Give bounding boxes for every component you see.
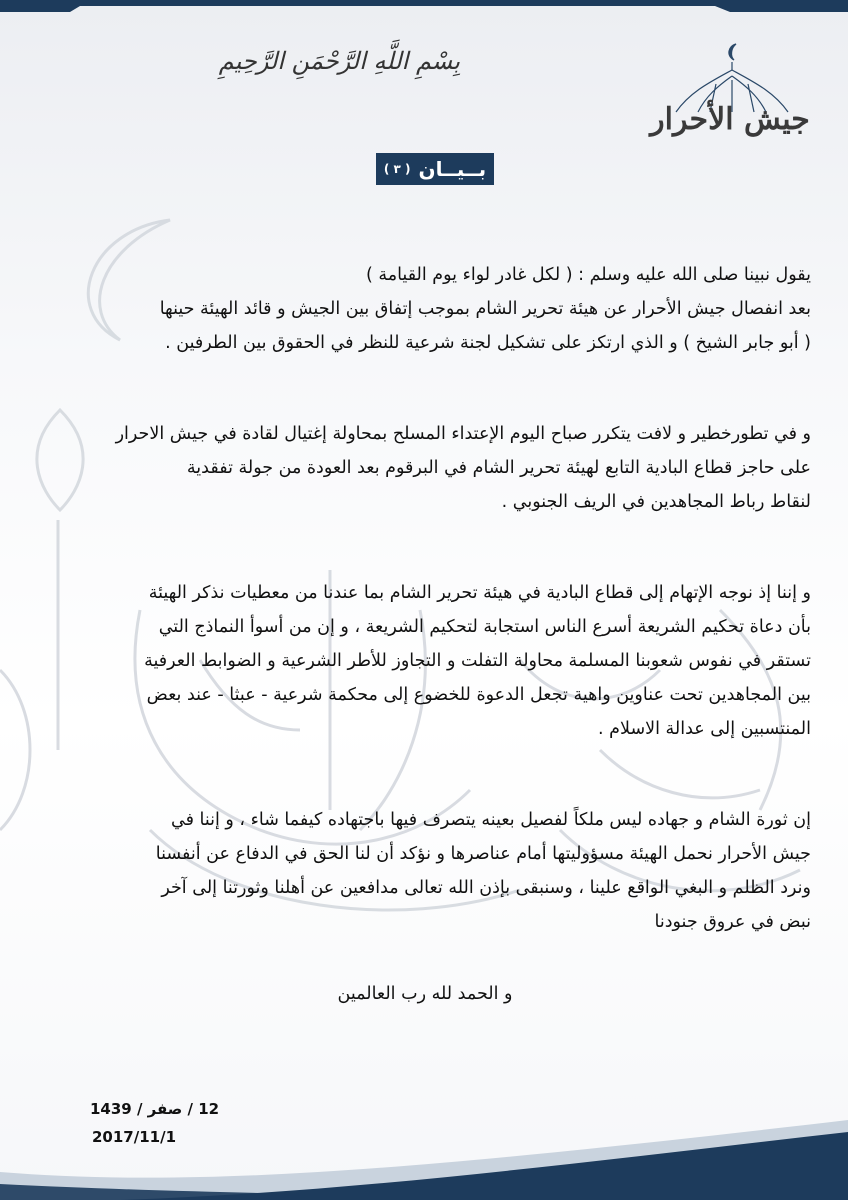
organization-logo	[640, 36, 820, 166]
paragraph-2	[55, 417, 811, 519]
mosque-dome-icon	[640, 36, 820, 166]
closing-phrase: و الحمد لله رب العالمين	[337, 984, 513, 1004]
basmala-header: بِسْمِ اللَّهِ الرَّحْمَنِ الرَّحِيمِ	[218, 47, 460, 75]
text-line: نبض في عروق جنودنا	[654, 912, 811, 932]
top-accent-bar	[0, 0, 848, 12]
text-line: و إننا إذ نوجه الإتهام إلى قطاع البادية في هيئة تحرير الشام بما عندنا من معطيات نذكر الهيئة	[148, 583, 811, 603]
text-line: تستقر في نفوس شعوبنا المسلمة محاولة التفلت و التجاوز للأطر الشرعية و الضوابط العرفية	[144, 651, 811, 671]
text-line: لنقاط رباط المجاهدين في الريف الجنوبي .	[501, 492, 811, 512]
text-line: يقول نبينا صلى الله عليه وسلم : ( لكل غادر لواء يوم القيامة )	[365, 265, 811, 285]
logo-wordmark: جيش الأحرار	[650, 102, 810, 137]
text-line: بأن دعاة تحكيم الشريعة أسرع الناس استجابة لتحكيم الشريعة ، و إن من أسوأ النماذج التي	[158, 617, 811, 637]
paragraph-4	[55, 803, 811, 939]
title-label: بــيــان	[418, 157, 487, 181]
paragraph-1	[55, 258, 811, 360]
text-line: إن ثورة الشام و جهاده ليس ملكاً لفصيل بعينه يتصرف فيها باجتهاده كيفما شاء ، و إننا في	[170, 810, 811, 830]
date-gregorian: 2017/11/1	[92, 1128, 177, 1146]
date-hijri: 12 / صفر / 1439	[90, 1100, 220, 1118]
text-line: و في تطورخطير و لافت يتكرر صباح اليوم الإعتداء المسلح بمحاولة إغتيال لقادة في جيش الاحرار	[115, 424, 811, 444]
statement-body	[55, 258, 811, 939]
bottom-decorative-band	[0, 1080, 848, 1200]
text-line: ونرد الظلم و البغي الواقع علينا ، وسنبقى بإذن الله تعالى مدافعين عن أهلنا وثورتنا إلى آخر	[161, 878, 811, 898]
text-line: ( أبو جابر الشيخ ) و الذي ارتكز على تشكيل لجنة شرعية للنظر في الحقوق بين الطرفين .	[165, 333, 811, 353]
text-line: جيش الأحرار نحمل الهيئة مسؤوليتها أمام عناصرها و نؤكد أن لنا الحق في الدفاع عن أنفسنا	[155, 844, 811, 864]
paragraph-3	[55, 576, 811, 746]
text-line: المنتسبين إلى عدالة الاسلام .	[598, 719, 811, 739]
text-line: بعد انفصال جيش الأحرار عن هيئة تحرير الشام بموجب إتفاق بين الجيش و قائد الهيئة حينها	[159, 299, 811, 319]
text-line: بين المجاهدين تحت عناوين واهية تجعل الدعوة للخضوع إلى محكمة شرعية - عبثا - عند بعض	[146, 685, 811, 705]
title-number: ( ٣ )	[383, 162, 411, 176]
text-line: على حاجز قطاع البادية التابع لهيئة تحرير الشام في البرقوم بعد العودة من جولة تفقدية	[186, 458, 811, 478]
statement-title	[376, 153, 494, 185]
